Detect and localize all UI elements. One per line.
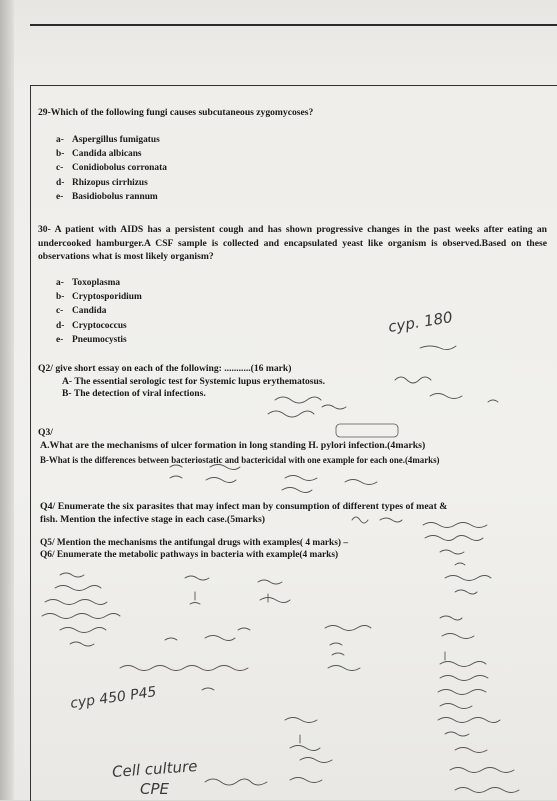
q29-option-letter: c- [56,163,64,174]
q4-line1: Q4/ Enumerate the six parasites that may infect man by consumption of different types of meat & [40,501,448,512]
q29-option-text: Rhizopus cirrhizus [72,177,148,188]
q5-text: Q5/ Mention the mechanisms the antifungal drugs with examples( 4 marks) – [40,538,349,548]
q29-option-text: Conidiobolus corronata [72,163,167,174]
q30-option-letter: e- [56,334,64,345]
q30-option-text: Toxoplasma [72,278,121,288]
q30-option-text: Pneumocystis [72,334,127,345]
q30-question: 30- A patient with AIDS has a persistent cough and has shown progressive changes in the past weeks after eating an undercooked hamburger.A CSF sample is collected and encapsulated yeast like organism is observed.Based on these observations what is most likely organism? [38,224,547,262]
q29-question: 29-Which of the following fungi causes subcutaneous zygomycoses? [38,107,314,118]
handwriting-cyp450: cyp 450 P45 [69,684,158,712]
q3-part-b: B-What is the differences between bacteriostatic and bactericidal with one example for each one.(4marks) [40,455,440,465]
q29-option-letter: a- [56,135,64,145]
q30-option-letter: a- [56,278,64,288]
q3-heading: Q3/ [38,427,53,438]
q2-heading: Q2/ give short essay on each of the following: ...........(16 mark) [38,363,292,374]
q30-option-letter: c- [56,306,64,317]
q4-line2: fish. Mention the infective stage in each case.(5marks) [40,514,266,525]
q29-option-letter: d- [56,177,65,188]
q30-option-text: Cryptosporidium [72,292,142,303]
q29-option-text: Aspergillus fumigatus [72,135,160,145]
q3-part-a: A.What are the mechanisms of ulcer formation in long standing H. pylori infection.(4marks) [40,440,426,451]
handwriting-cyp: cyp. 180 [386,308,454,336]
q2-item-a: A- The essential serologic test for Systemic lupus erythematosus. [62,376,326,387]
handwriting-cell-culture: Cell culture [111,757,199,781]
q29-option-letter: e- [56,191,64,202]
q29-option-text: Basidiobolus rannum [72,191,158,202]
q30-option-text: Candida [72,306,107,317]
q2-item-b: B- The detection of viral infections. [62,388,206,399]
q29-option-text: Candida albicans [72,149,142,160]
q29-option-letter: b- [56,149,65,160]
q6-text: Q6/ Enumerate the metabolic pathways in bacteria with example(4 marks) [40,550,339,560]
q30-option-text: Cryptococcus [72,320,127,331]
handwriting-cpe: CPE [140,780,169,798]
q30-option-letter: b- [56,292,65,303]
q30-option-letter: d- [56,320,65,331]
